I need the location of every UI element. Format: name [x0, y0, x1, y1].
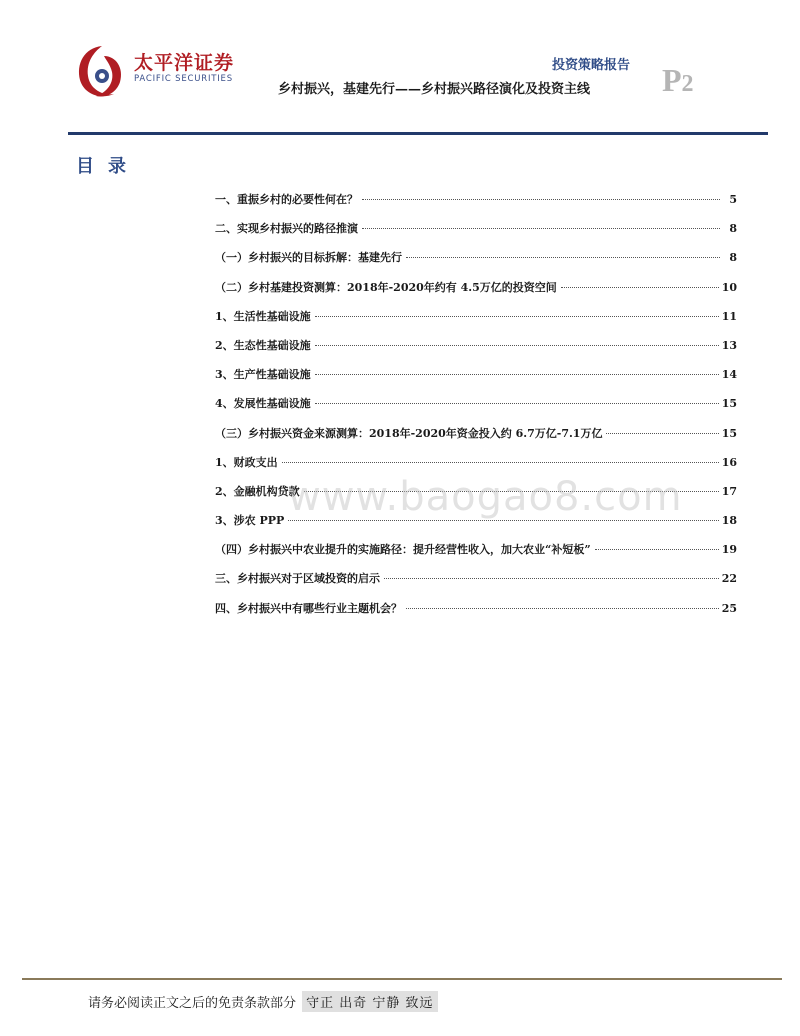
toc-entry[interactable]: [215, 249, 737, 278]
report-type: 投资策略报告: [552, 58, 631, 73]
toc-entry[interactable]: [215, 337, 737, 366]
toc-entry-page: 19: [721, 543, 737, 557]
toc-entry[interactable]: [215, 191, 737, 220]
toc-entry-page: 22: [721, 572, 737, 586]
toc-entry-page: 13: [721, 338, 737, 352]
toc-entry-label: 四、乡村振兴中有哪些行业主题机会？: [215, 601, 402, 615]
toc-leader-dots: [595, 549, 719, 550]
toc-entry-page: 14: [721, 368, 737, 382]
toc-entry-label: 三、乡村振兴对于区域投资的启示: [215, 572, 380, 586]
toc-entry[interactable]: [215, 279, 737, 308]
toc-leader-dots: [282, 462, 719, 463]
toc-entry[interactable]: [215, 425, 737, 454]
toc-entry-page: 16: [721, 455, 737, 469]
toc-entry-label: 3、涉农 PPP: [215, 514, 285, 528]
toc-entry-label: 2、生态性基础设施: [215, 338, 311, 352]
toc-leader-dots: [606, 433, 718, 434]
toc-entry[interactable]: [215, 570, 737, 599]
page-digit: 2: [681, 71, 694, 97]
toc-entry-page: 18: [721, 514, 737, 528]
toc-leader-dots: [315, 316, 719, 317]
toc-leader-dots: [362, 199, 720, 200]
toc-leader-dots: [561, 287, 719, 288]
toc-entry-label: 4、发展性基础设施: [215, 397, 311, 411]
page-number: [662, 62, 694, 99]
toc-entry-page: 17: [721, 484, 737, 498]
logo-chinese-name: 太平洋证券: [134, 52, 235, 74]
footer-motto: 守正 出奇 宁静 致远: [302, 991, 437, 1012]
header-divider: [68, 132, 768, 135]
toc-entry[interactable]: [215, 600, 737, 629]
toc-entry-label: （四）乡村振兴中农业提升的实施路径：提升经营性收入，加大农业“补短板”: [215, 543, 591, 557]
toc-entry-page: 5: [729, 193, 737, 206]
watermark: www.baogao8.com: [288, 474, 683, 520]
toc-leader-dots: [315, 345, 719, 346]
toc-leader-dots: [406, 257, 720, 258]
toc-entry[interactable]: [215, 395, 737, 424]
pacific-logo-icon: [74, 42, 130, 102]
toc-heading: 目录: [76, 156, 140, 177]
toc-entry-page: 11: [721, 309, 737, 323]
footer: [88, 991, 438, 1012]
footer-divider: [22, 978, 782, 980]
toc-entry-page: 15: [721, 397, 737, 411]
toc-entry-label: 1、财政支出: [215, 455, 278, 469]
toc-leader-dots: [384, 578, 719, 579]
page-letter: P: [662, 62, 682, 98]
toc-entry-page: 15: [721, 426, 737, 440]
toc-leader-dots: [362, 228, 720, 229]
toc-leader-dots: [406, 608, 719, 609]
report-title: 乡村振兴，基建先行——乡村振兴路径演化及投资主线: [278, 82, 591, 97]
toc-entry-page: 10: [721, 280, 737, 294]
toc-entry-label: （三）乡村振兴资金来源测算：2018年-2020年资金投入约 6.7万亿-7.1万亿: [215, 426, 603, 440]
company-logo: [74, 42, 234, 102]
toc-leader-dots: [315, 374, 719, 375]
toc-entry-label: 一、重振乡村的必要性何在？: [215, 193, 358, 206]
toc-entry[interactable]: [215, 541, 737, 570]
table-of-contents: [215, 191, 737, 629]
toc-entry[interactable]: [215, 366, 737, 395]
toc-entry-page: 8: [729, 251, 737, 265]
toc-entry-page: 25: [721, 601, 737, 615]
logo-english-name: PACIFIC SECURITIES: [134, 74, 233, 84]
toc-entry-label: 3、生产性基础设施: [215, 368, 311, 382]
toc-leader-dots: [288, 520, 718, 521]
toc-entry-page: 8: [729, 222, 737, 236]
footer-disclaimer: 请务必阅读正文之后的免责条款部分: [88, 996, 297, 1011]
toc-leader-dots: [315, 403, 719, 404]
toc-entry[interactable]: [215, 308, 737, 337]
toc-entry[interactable]: [215, 220, 737, 249]
toc-entry-label: 1、生活性基础设施: [215, 309, 311, 323]
toc-entry-label: 二、实现乡村振兴的路径推演: [215, 222, 358, 236]
toc-entry-label: 2、金融机构贷款: [215, 484, 300, 498]
toc-entry-label: （二）乡村基建投资测算：2018年-2020年约有 4.5万亿的投资空间: [215, 280, 557, 294]
toc-entry-label: （一）乡村振兴的目标拆解：基建先行: [215, 251, 402, 265]
